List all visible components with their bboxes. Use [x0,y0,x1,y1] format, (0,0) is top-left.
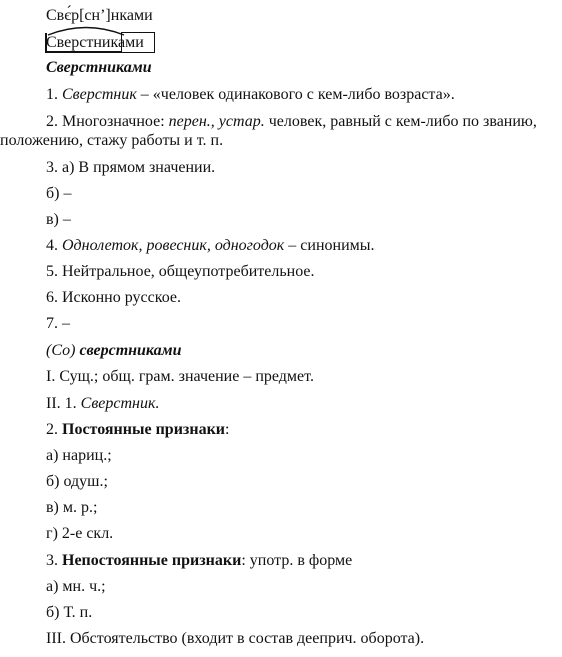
item-2: 2. Многозначное: перен., устар. человек, равный с кем-либо по званию, [46,113,537,130]
item-1-term: Сверстник [62,86,137,103]
item-3b: б) – [46,185,72,202]
morph-2-word: Сверстник. [80,395,160,412]
transcription-bracket: [сн’] [79,7,111,24]
morph-3g: г) 2-е скл. [46,525,114,542]
heading-morph-prep: (Со) [46,342,80,359]
item-1: 1. Сверстник – «человек одинакового с кем-либо возраста». [46,86,455,103]
stem-bracket-bottom [45,51,121,53]
item-3v: в) – [46,211,71,228]
morph-1: I. Сущ.; общ. грам. значение – предмет. [46,368,314,385]
ending-box-mark [121,32,155,53]
item-6: 6. Исконно русское. [46,289,181,306]
item-2-continued: положению, стажу работы и т. п. [0,132,224,149]
transcription-line [46,6,153,26]
stem-bracket-left [45,33,47,52]
heading-morph [46,341,182,361]
item-3: 3. а) В прямом значении. [46,159,216,176]
morph-3v: в) м. р.; [46,499,98,516]
item-4-synonyms: Однолеток, ровесник, одногодок [62,237,285,254]
morph-4: 3. Непостоянные признаки: употр. в форме [46,552,353,569]
item-4: 4. Однолеток, ровесник, одногодок – синонимы. [46,237,375,254]
morph-5: III. Обстоятельство (входит в состав дееприч. оборота). [46,630,425,647]
morph-4b: б) Т. п. [46,604,93,621]
heading-morph-word: сверстниками [79,342,182,359]
morph-3a: а) нариц.; [46,447,112,464]
item-5: 5. Нейтральное, общеупотребительное. [46,263,315,280]
item-2-marks: перен., устар. [168,113,265,130]
morph-3: 2. Постоянные признаки: [46,421,230,438]
transcription-tail: нками [110,7,153,24]
morph-4-label: Непостоянные признаки [62,552,242,569]
morph-4a: а) мн. ч.; [46,578,106,595]
morphemic-parse [46,32,158,54]
root-arc-mark [46,24,126,36]
item-7: 7. – [46,315,70,332]
transcription-stem: Свє́р [46,7,80,24]
morph-3-label: Постоянные признаки [62,421,225,438]
morph-2: II. 1. Сверстник. [46,395,160,412]
morph-3b: б) одуш.; [46,473,108,490]
heading-word: Сверстниками [46,59,152,76]
parsed-word: Сверстниками [46,34,144,51]
